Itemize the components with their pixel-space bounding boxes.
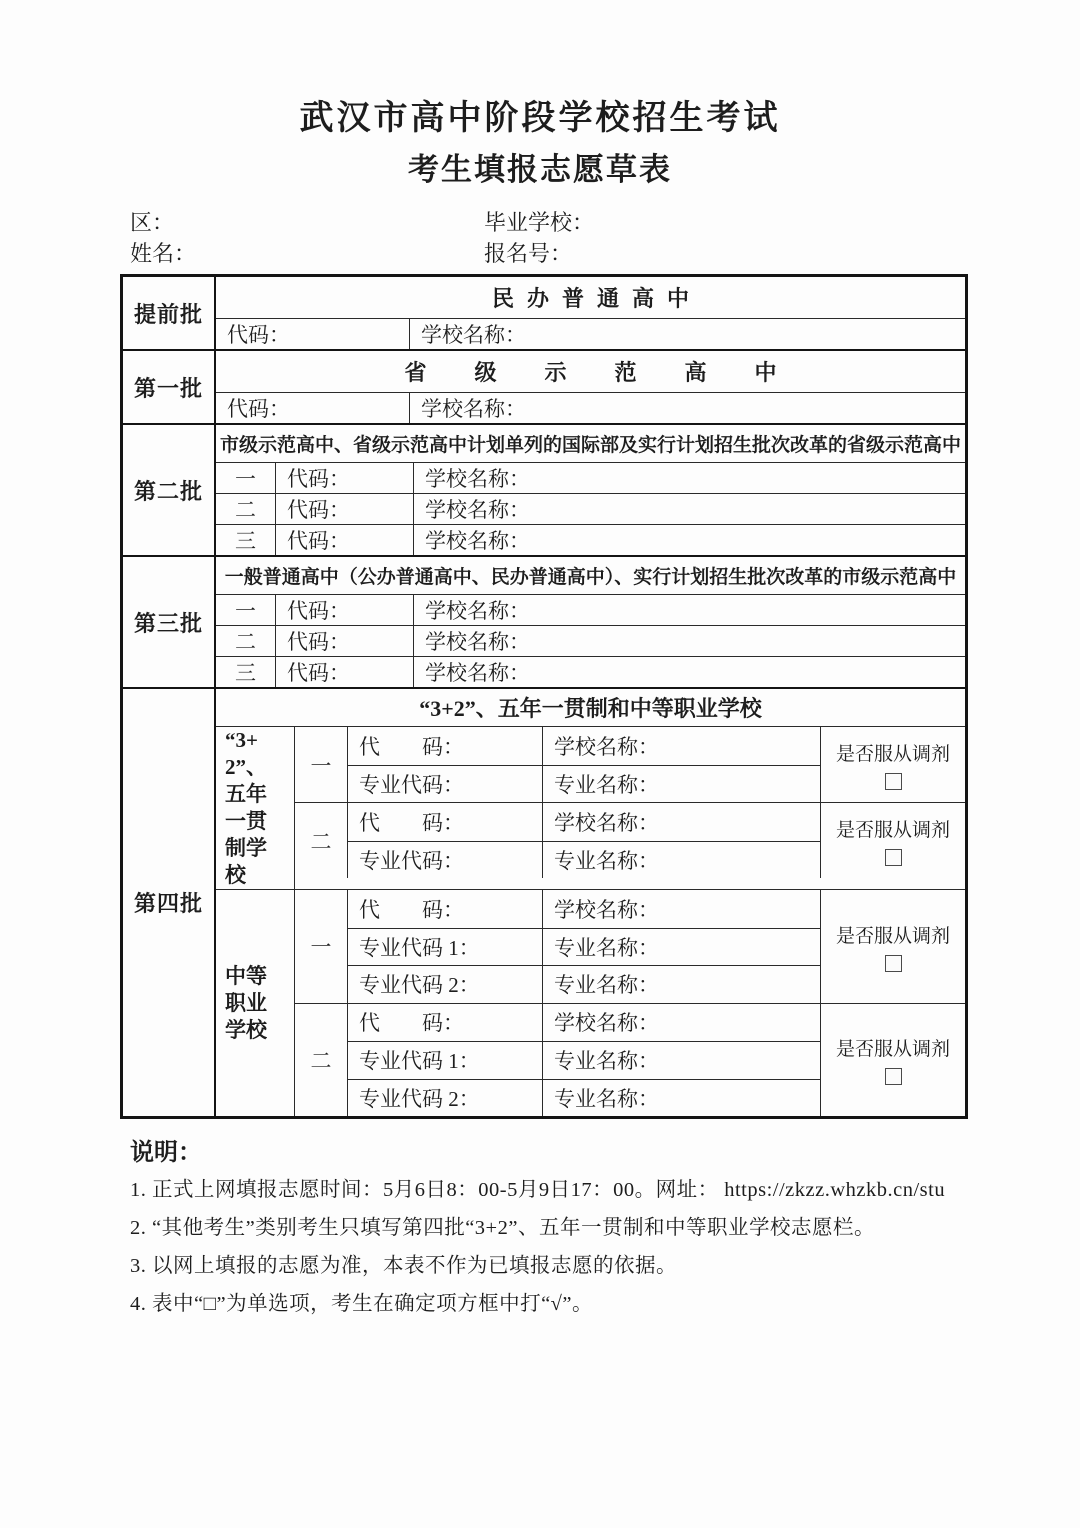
major-name-field[interactable] (543, 966, 820, 1003)
school-name-field[interactable] (410, 319, 965, 349)
volunteer-row (348, 765, 820, 803)
volunteer-row (216, 493, 965, 524)
adjustment-cell (820, 803, 965, 878)
major-code-1-label: 专业代码 1： (359, 935, 480, 960)
school-name-field[interactable] (414, 463, 965, 493)
volunteer-row (216, 656, 965, 687)
code-label: 代码： (287, 599, 350, 623)
major-name-field[interactable] (543, 929, 820, 966)
school-name-field[interactable] (543, 890, 820, 928)
batch-section-1 (123, 349, 965, 423)
major-name-label: 专业名称： (554, 772, 659, 797)
entry-number: 一 (295, 727, 348, 802)
volunteer-row (348, 1004, 820, 1042)
batch-section-advance (123, 277, 965, 349)
batch-label-advance: 提前批 (123, 277, 216, 349)
entry-number: 二 (295, 803, 348, 878)
school-name-label: 学校名称： (425, 498, 530, 522)
graduate-school-field[interactable]: 毕业学校： (484, 210, 595, 235)
adjustment-label: 是否服从调剂 (835, 1039, 950, 1061)
adjustment-cell (820, 890, 965, 1003)
major-code-1-label: 专业代码 1： (359, 1049, 480, 1074)
major-name-field[interactable] (543, 1042, 820, 1079)
batch-section-4 (123, 687, 965, 1116)
row-number: 二 (216, 494, 276, 524)
major-code-2-label: 专业代码 2： (359, 973, 480, 998)
school-name-label: 学校名称： (425, 529, 530, 553)
volunteer-entry (295, 1003, 965, 1117)
code-field[interactable] (348, 727, 543, 765)
major-name-field[interactable] (543, 1080, 820, 1117)
batch-section-2 (123, 423, 965, 555)
district-field[interactable]: 区： (130, 210, 175, 235)
adjustment-cell (820, 1004, 965, 1117)
batch-label-1: 第一批 (123, 351, 216, 423)
adjustment-label: 是否服从调剂 (835, 744, 950, 765)
batch-header-1: 省级示范高中 (216, 351, 965, 393)
major-name-field[interactable] (543, 842, 820, 879)
group-label-3plus2: “3+2”、五年一贯制学校 (216, 727, 295, 889)
volunteer-entry (295, 802, 965, 878)
batch-label-4: 第四批 (123, 689, 216, 1116)
code-label: 代码： (287, 498, 350, 522)
code-label: 代 码： (359, 897, 464, 922)
school-name-field[interactable] (543, 1004, 820, 1042)
major-name-field[interactable] (543, 766, 820, 803)
code-label: 代 码： (359, 734, 464, 759)
volunteer-table (120, 274, 968, 1119)
note-item-2: 2. “其他考生”类别考生只填写第四批“3+2”、五年一贯制和中等职业学校志愿栏。 (130, 1217, 875, 1239)
code-label: 代码： (287, 630, 350, 654)
major-name-label: 专业名称： (554, 848, 659, 873)
volunteer-row (348, 1079, 820, 1117)
volunteer-entry (295, 727, 965, 802)
volunteer-row (348, 890, 820, 928)
school-name-field[interactable] (414, 626, 965, 656)
batch-header-3: 一般普通高中（公办普通高中、民办普通高中）、实行计划招生批次改革的市级示范高中 (216, 557, 965, 595)
volunteer-row (216, 625, 965, 656)
school-name-label: 学校名称： (425, 599, 530, 623)
code-field[interactable] (276, 595, 414, 625)
volunteer-row (348, 727, 820, 765)
note-item-1: 1. 正式上网填报志愿时间：5月6日8：00-5月9日17：00。网址： https://zkzz.whzkb.cn/stu (130, 1179, 946, 1201)
major-code-2-field[interactable] (348, 966, 543, 1003)
code-field[interactable] (276, 626, 414, 656)
volunteer-row (348, 928, 820, 966)
volunteer-row (216, 524, 965, 555)
row-number: 三 (216, 657, 276, 687)
volunteer-row (216, 595, 965, 625)
row-number: 一 (216, 463, 276, 493)
adjustment-cell (820, 727, 965, 802)
row-number: 三 (216, 525, 276, 555)
code-label: 代 码： (359, 810, 464, 835)
batch-header-2: 市级示范高中、省级示范高中计划单列的国际部及实行计划招生批次改革的省级示范高中 (216, 425, 965, 463)
volunteer-row (216, 463, 965, 493)
school-name-field[interactable] (414, 494, 965, 524)
adjustment-label: 是否服从调剂 (835, 925, 950, 947)
major-code-field[interactable] (348, 766, 543, 803)
entry-number: 二 (295, 1004, 348, 1117)
code-field[interactable] (216, 393, 410, 423)
school-name-field[interactable] (543, 803, 820, 841)
batch-section-3 (123, 555, 965, 687)
code-label: 代码： (287, 529, 350, 553)
major-code-1-field[interactable] (348, 929, 543, 966)
group-vocational (216, 889, 965, 1116)
major-name-label: 专业名称： (554, 935, 659, 960)
school-name-label: 学校名称： (554, 897, 659, 922)
entry-number: 一 (295, 890, 348, 1003)
batch-label-3: 第三批 (123, 557, 216, 687)
candidate-info (130, 206, 968, 268)
school-name-field[interactable] (414, 657, 965, 687)
school-name-label: 学校名称： (421, 397, 526, 421)
major-name-label: 专业名称： (554, 973, 659, 998)
group-3plus2 (216, 727, 965, 889)
code-label: 代码： (227, 397, 290, 421)
volunteer-row (348, 965, 820, 1003)
major-code-label: 专业代码： (359, 772, 464, 797)
school-name-label: 学校名称： (554, 734, 659, 759)
adjust-checkbox[interactable] (885, 955, 902, 972)
adjust-checkbox[interactable] (885, 1068, 902, 1085)
school-name-label: 学校名称： (554, 1011, 659, 1036)
school-name-field[interactable] (543, 727, 820, 765)
notes-title: 说明： (130, 1140, 202, 1166)
name-field[interactable]: 姓名： (130, 241, 197, 266)
notes-section (130, 1135, 980, 1323)
school-name-label: 学校名称： (554, 810, 659, 835)
reg-number-field[interactable]: 报名号： (484, 241, 573, 266)
major-code-2-label: 专业代码 2： (359, 1086, 480, 1111)
code-field[interactable] (348, 1004, 543, 1042)
adjust-checkbox[interactable] (885, 773, 902, 790)
school-name-label: 学校名称： (425, 661, 530, 685)
code-field[interactable] (216, 319, 410, 349)
form-title-line1: 武汉市高中阶段学校招生考试 (299, 100, 781, 137)
major-name-label: 专业名称： (554, 1086, 659, 1111)
school-name-field[interactable] (410, 393, 965, 423)
code-label: 代码： (287, 467, 350, 491)
code-field[interactable] (348, 890, 543, 928)
volunteer-entry (295, 890, 965, 1003)
adjustment-label: 是否服从调剂 (835, 820, 950, 841)
major-code-2-field[interactable] (348, 1080, 543, 1117)
volunteer-row (216, 319, 965, 349)
school-name-label: 学校名称： (421, 323, 526, 347)
major-code-field[interactable] (348, 842, 543, 879)
note-item-3: 3. 以网上填报的志愿为准，本表不作为已填报志愿的依据。 (130, 1255, 677, 1277)
code-field[interactable] (276, 494, 414, 524)
batch-label-2: 第二批 (123, 425, 216, 555)
adjust-checkbox[interactable] (885, 849, 902, 866)
volunteer-row (348, 841, 820, 879)
volunteer-row (216, 393, 965, 423)
note-item-4: 4. 表中“□”为单选项，考生在确定项方框中打“√”。 (130, 1293, 594, 1315)
group-label-vocational: 中等职业学校 (216, 890, 295, 1116)
batch-header-4: “3+2”、五年一贯制和中等职业学校 (216, 689, 965, 727)
code-label: 代码： (287, 661, 350, 685)
code-field[interactable] (276, 525, 414, 555)
code-field[interactable] (276, 657, 414, 687)
row-number: 一 (216, 595, 276, 625)
code-label: 代码： (227, 323, 290, 347)
batch-header-advance: 民办普通高中 (216, 277, 965, 319)
form-title-line2: 考生填报志愿草表 (408, 152, 672, 187)
code-field[interactable] (276, 463, 414, 493)
school-name-label: 学校名称： (425, 630, 530, 654)
school-name-field[interactable] (414, 525, 965, 555)
code-label: 代 码： (359, 1011, 464, 1036)
major-name-label: 专业名称： (554, 1049, 659, 1074)
code-field[interactable] (348, 803, 543, 841)
major-code-1-field[interactable] (348, 1042, 543, 1079)
volunteer-row (348, 803, 820, 841)
row-number: 二 (216, 626, 276, 656)
volunteer-row (348, 1041, 820, 1079)
major-code-label: 专业代码： (359, 848, 464, 873)
school-name-field[interactable] (414, 595, 965, 625)
school-name-label: 学校名称： (425, 467, 530, 491)
